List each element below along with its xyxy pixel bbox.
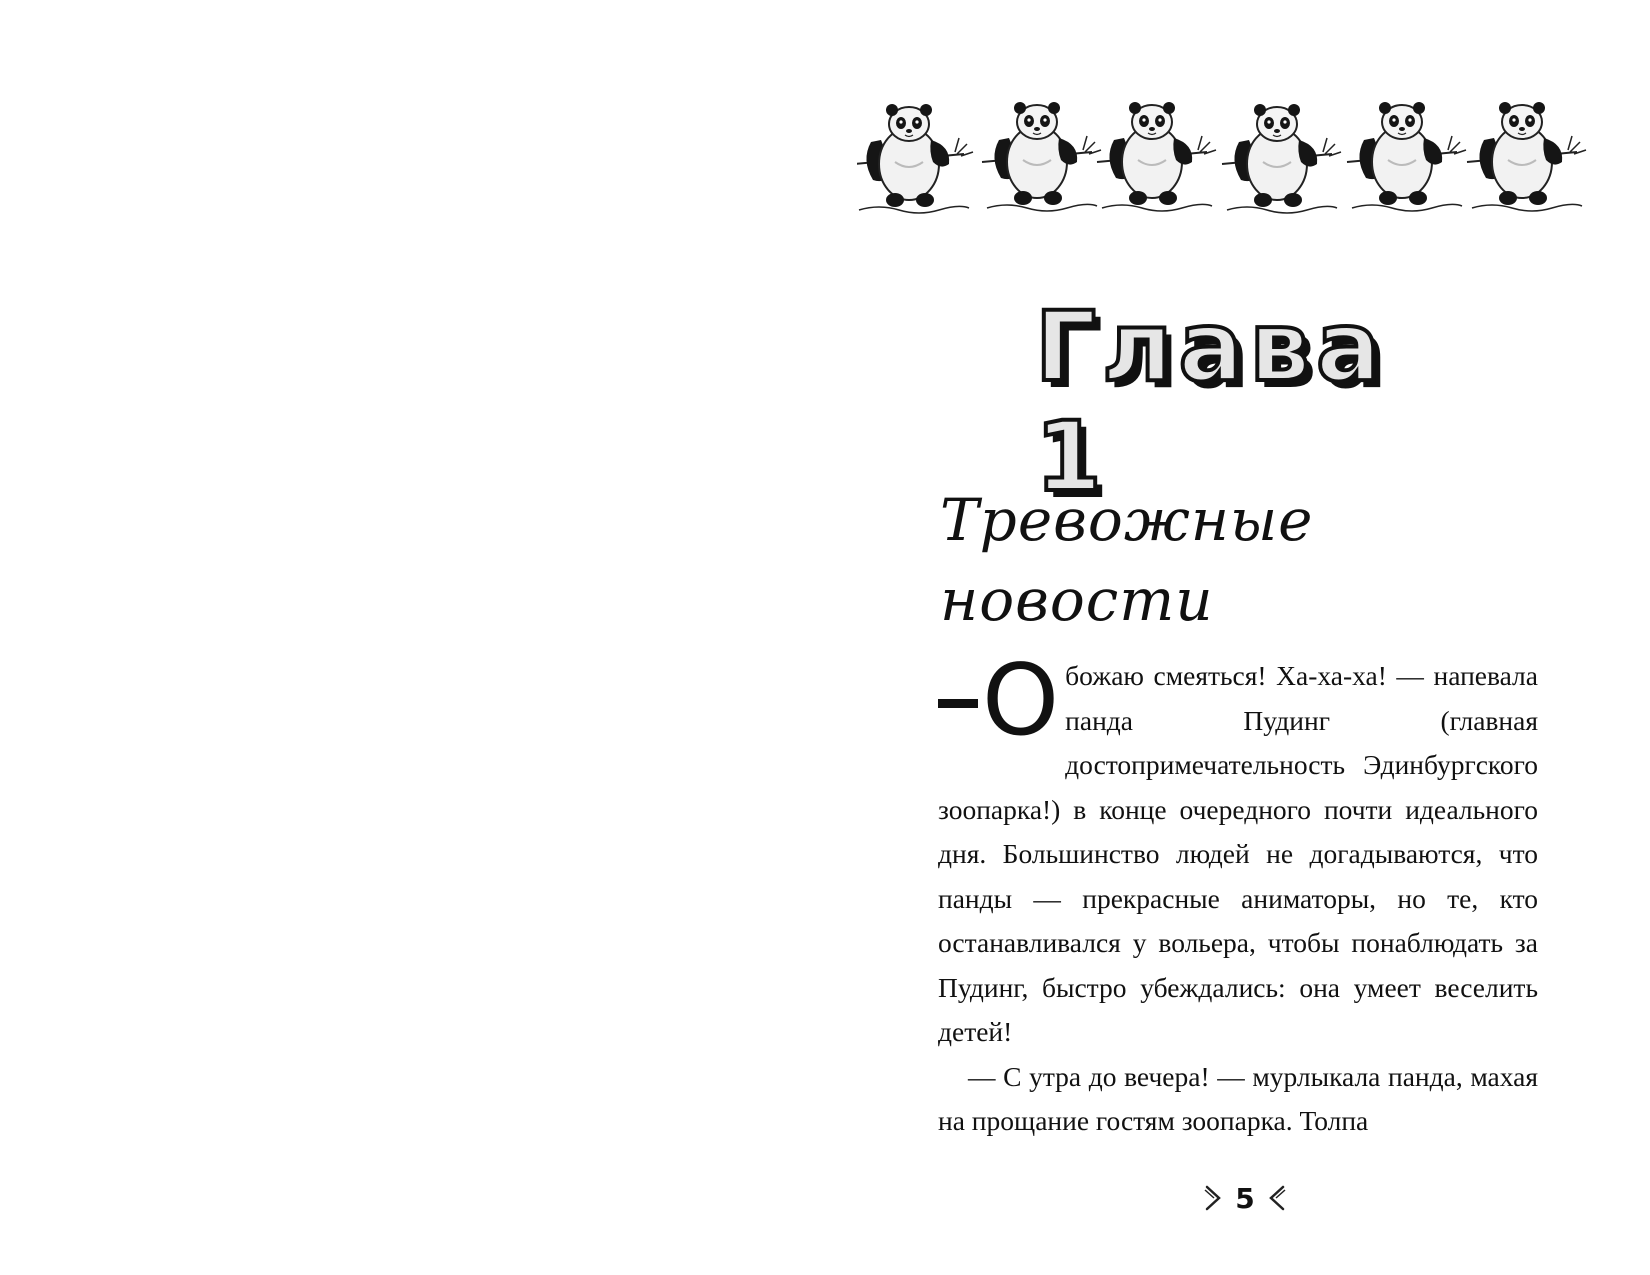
paragraph-1-text: божаю смеяться! Ха-ха-ха! — напевала панда Пудинг (главная достопримечательность Эдинбургского зоопарка!) в конце очередного почти идеального дня. Большинство людей не догадываются, что панды — прекрасные аниматоры, но те, кто останавливался у вольера, чтобы понаблюдать за Пудинг, быстро убеждались: она умеет веселить детей! — [938, 660, 1538, 1047]
paragraph-1 — [938, 644, 1538, 1055]
panda-figure-5 — [1347, 102, 1466, 211]
paragraph-2: — С утра до вечера! — мурлыкала панда, махая на прощание гостям зоопарка. Толпа — [938, 1060, 1538, 1136]
page-number: 5 — [1235, 1181, 1255, 1215]
panda-figure-6 — [1467, 102, 1586, 211]
page-folio — [1200, 1178, 1290, 1218]
panda-figure-1 — [857, 104, 973, 213]
drop-cap-letter: О — [982, 644, 1060, 758]
drop-cap — [938, 644, 1060, 758]
panda-frieze-illustration — [857, 92, 1617, 222]
panda-figure-3 — [1097, 102, 1216, 211]
panda-figure-2 — [982, 102, 1101, 211]
body-text — [938, 644, 1538, 1144]
chevron-right-icon — [1203, 1184, 1225, 1212]
panda-figure-4 — [1222, 104, 1341, 213]
chapter-title: Тревожные новости — [940, 486, 1314, 634]
chapter-heading: Глава 1 — [1035, 291, 1387, 513]
chevron-left-icon — [1265, 1184, 1287, 1212]
drop-cap-dash — [938, 699, 978, 708]
